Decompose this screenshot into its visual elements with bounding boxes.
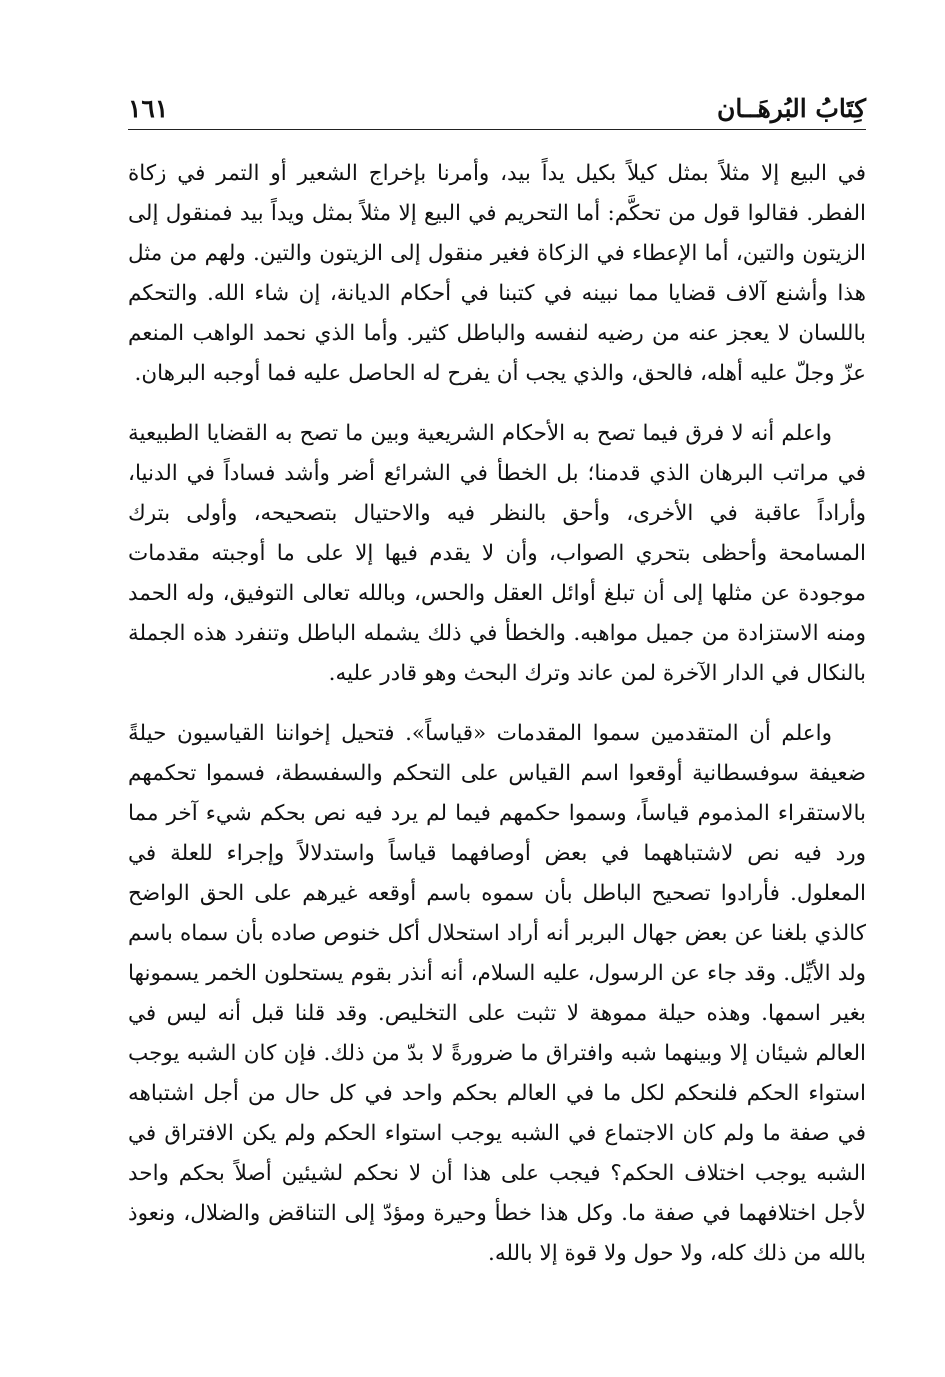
paragraph-3: واعلم أن المتقدمين سموا المقدمات «قياساً». فتحيل إخواننا القياسيون حيلةً ضعيفة سوفسطانية أوقعوا اسم القياس على التحكم والسفسطة، فسموا تحكمهم بالاستقراء المذموم قياساً، وسموا حكمهم فيما لم يرد فيه نص بحكم شيء آخر مما ورد فيه نص لاشتباههما في بعض أوصافهما قياساً واستدلالاً وإجراء للعلة في المعلول. فأرادوا تصحيح الباطل بأن سموه باسم أوقعه غيرهم على الحق الواضح كالذي بلغنا عن بعض جهال البربر أنه أراد استحلال أكل خنوص صاده بأن سماه باسم ولد الأيِّل. وقد جاء عن الرسول، عليه السلام، أنه أنذر بقوم يستحلون الخمر يسمونها بغير اسمها. وهذه حيلة مموهة لا تثبت على التخليص. وقد قلنا قبل أنه ليس في العالم شيئان إلا وبينهما شبه وافتراق ما ضرورةً لا بدّ من ذلك. فإن كان الشبه يوجب استواء الحكم فلنحكم لكل ما في العالم بحكم واحد في كل حال من أجل اشتباهه في صفة ما ولم كان الاجتماع في الشبه يوجب استواء الحكم ولم يكن الافتراق في الشبه يوجب اختلاف الحكم؟ فيجب على هذا أن لا نحكم لشيئين أصلاً بحكم واحد لأجل اختلافهما في صفة ما. وكل هذا خطأ وحيرة ومؤدّ إلى التناقض والضلال، ونعوذ بالله من ذلك كله، ولا حول ولا قوة إلا بالله. — [128, 721, 866, 1266]
paragraph-gap — [128, 694, 866, 714]
page-number: ١٦١ — [128, 94, 169, 123]
running-title: كِتَابُ البُرهَــان — [716, 94, 866, 123]
page-header — [128, 92, 866, 126]
paragraph-2: واعلم أنه لا فرق فيما تصح به الأحكام الشريعية وبين ما تصح به القضايا الطبيعية في مراتب البرهان الذي قدمنا؛ بل الخطأ في الشرائع أضر وأشد فساداً في الدنيا، وأراداً عاقبة في الأخرى، وأحق بالنظر فيه والاحتيال بتصحيحه، وأولى بترك المسامحة وأحظى بتحري الصواب، وأن لا يقدم فيها إلا على ما أوجبته مقدمات موجودة عن مثلها إلى أن تبلغ أوائل العقل والحس، وبالله تعالى التوفيق، وله الحمد ومنه الاستزادة من جميل مواهبه. والخطأ في ذلك يشمله الباطل وتنفرد هذه الجملة بالنكال في الدار الآخرة لمن عاند وترك البحث وهو قادر عليه. — [128, 421, 866, 686]
header-rule — [128, 129, 866, 130]
paragraph-gap — [128, 394, 866, 414]
body-text — [128, 150, 866, 1274]
paragraph-1: في البيع إلا مثلاً بمثل كيلاً بكيل يداً بيد، وأمرنا بإخراج الشعير أو التمر في زكاة الفطر. فقالوا قول من تحكَّم: أما التحريم في البيع إلا مثلاً بمثل ويداً بيد فمنقول إلى الزيتون والتين، أما الإعطاء في الزكاة فغير منقول إلى الزيتون والتين. ولهم من مثل هذا وأشنع آلاف قضايا مما نبينه في كتبنا في أحكام الديانة، إن شاء الله. والتحكم باللسان لا يعجز عنه من رضيه لنفسه والباطل كثير. وأما الذي نحمد الواهب المنعم عزّ وجلّ عليه أهله، فالحق، والذي يجب أن يفرح له الحاصل عليه فما أوجبه البرهان. — [128, 161, 866, 386]
